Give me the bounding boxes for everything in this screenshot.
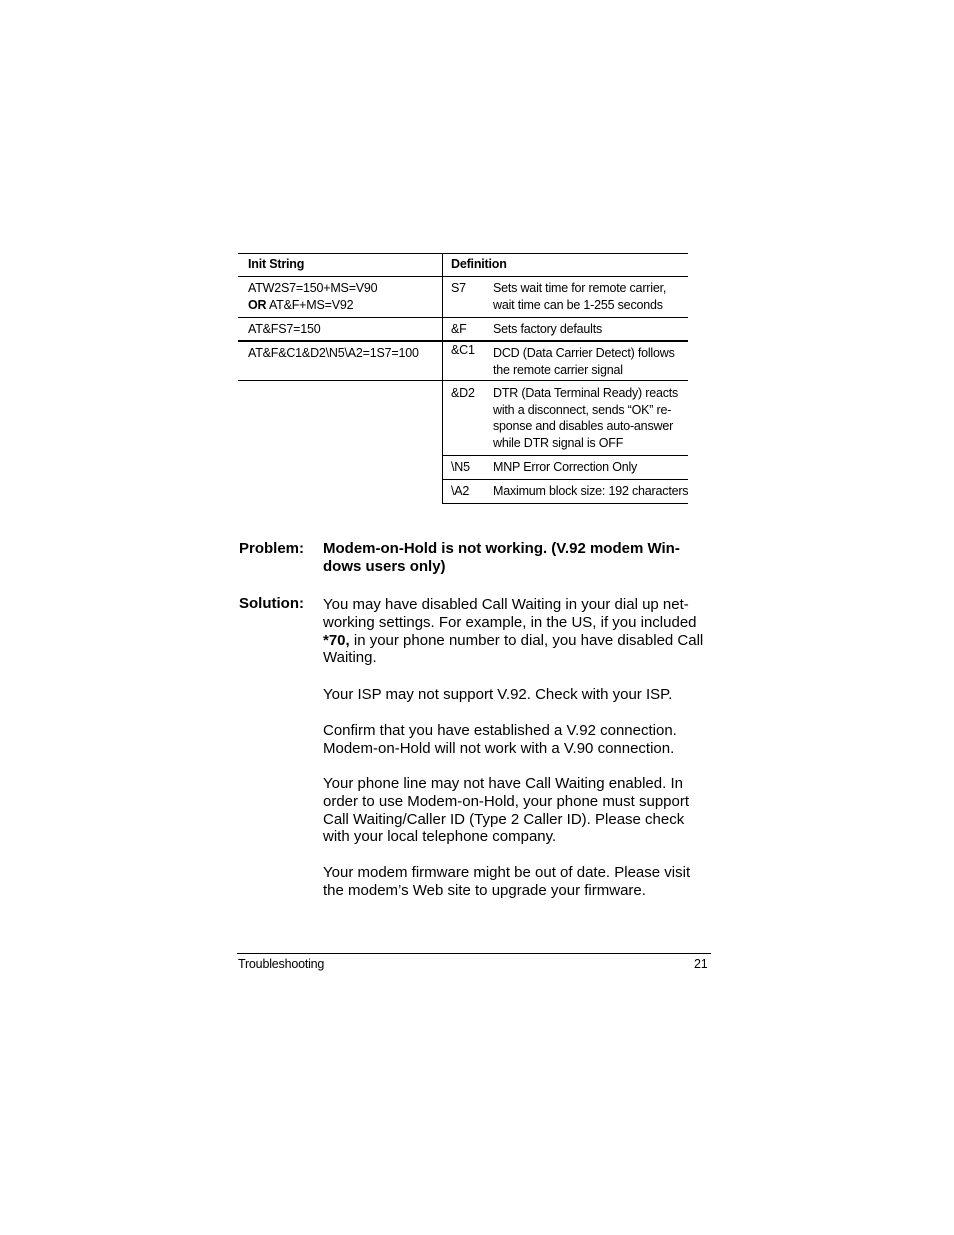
- solution-label: Solution:: [239, 595, 304, 612]
- solution-line: Your ISP may not support V.92. Check with your ISP.: [323, 686, 673, 703]
- definition-line: DCD (Data Carrier Detect) follows: [493, 346, 675, 360]
- footer-rule: [237, 953, 711, 954]
- definition-line: Sets factory defaults: [493, 322, 603, 336]
- table-row-rule: [443, 479, 688, 480]
- table-header-init-string: Init String: [248, 257, 305, 271]
- table-bottom-rule: [443, 503, 688, 504]
- page-number: 21: [694, 957, 708, 971]
- definition-line: sponse and disables auto-answer: [493, 419, 674, 434]
- init-string-cell: AT&FS7=150: [248, 322, 321, 336]
- table-top-rule: [238, 253, 688, 254]
- definition-text: [493, 321, 602, 338]
- problem-label: Problem:: [239, 540, 305, 557]
- table-row-rule: [238, 380, 688, 381]
- solution-line: working settings. For example, in the US, if you included: [323, 613, 697, 631]
- solution-line: Modem-on-Hold will not work with a V.90 connection.: [323, 739, 675, 757]
- init-string-alt: AT&F+MS=V92: [266, 297, 354, 312]
- solution-line: Call Waiting/Caller ID (Type 2 Caller ID). Please check: [323, 810, 685, 828]
- table-row-rule: [238, 317, 688, 318]
- solution-paragraph: [323, 722, 677, 758]
- definition-code: S7: [451, 281, 466, 295]
- init-string-line: ATW2S7=150+MS=V90: [248, 281, 378, 295]
- init-string-cell: AT&F&C1&D2\N5\A2=1S7=100: [248, 346, 419, 360]
- code-70: *70,: [323, 631, 350, 649]
- definition-line: while DTR signal is OFF: [493, 435, 624, 450]
- or-keyword: OR: [248, 297, 267, 312]
- solution-line-rest: in your phone number to dial, you have disabled Call: [349, 631, 704, 649]
- table-row-rule: [443, 455, 688, 456]
- solution-line: Your modem firmware might be out of date. Please visit: [323, 864, 691, 881]
- solution-line: with your local telephone company.: [323, 828, 557, 846]
- problem-line: Modem-on-Hold is not working. (V.92 modem Win-: [323, 540, 680, 557]
- init-string-line: [248, 297, 377, 314]
- solution-paragraph: [323, 686, 672, 704]
- definition-code: &F: [451, 322, 467, 336]
- definition-text: [493, 459, 637, 476]
- solution-paragraph: [323, 596, 703, 667]
- definition-line: MNP Error Correction Only: [493, 460, 638, 474]
- definition-text: [493, 345, 675, 378]
- definition-line: the remote carrier signal: [493, 362, 623, 377]
- problem-line: dows users only): [323, 557, 446, 575]
- problem-text: [323, 540, 680, 576]
- table-column-divider: [442, 253, 443, 504]
- definition-text: [493, 280, 666, 313]
- solution-paragraph: [323, 775, 689, 846]
- definition-line: with a disconnect, sends “OK” re-: [493, 402, 672, 417]
- table-header-definition: Definition: [451, 257, 507, 271]
- definition-text: [493, 483, 688, 500]
- definition-code: &D2: [451, 386, 475, 400]
- table-header-rule: [238, 276, 688, 277]
- definition-line: Sets wait time for remote carrier,: [493, 281, 667, 295]
- solution-line: [323, 632, 703, 650]
- init-string-cell: [248, 280, 377, 313]
- solution-line: You may have disabled Call Waiting in your dial up net-: [323, 596, 689, 613]
- definition-code: \N5: [451, 460, 470, 474]
- solution-line: order to use Modem-on-Hold, your phone must support: [323, 792, 690, 810]
- solution-line: Your phone line may not have Call Waiting enabled. In: [323, 775, 683, 792]
- footer-section-title: Troubleshooting: [238, 957, 325, 971]
- definition-line: wait time can be 1-255 seconds: [493, 297, 663, 312]
- definition-code: &C1: [451, 343, 475, 357]
- definition-text: [493, 385, 678, 451]
- definition-code: \A2: [451, 484, 470, 498]
- solution-line: Waiting.: [323, 649, 377, 667]
- solution-line: the modem’s Web site to upgrade your firmware.: [323, 881, 646, 899]
- definition-line: Maximum block size: 192 characters: [493, 484, 689, 498]
- solution-paragraph: [323, 864, 690, 900]
- solution-line: Confirm that you have established a V.92 connection.: [323, 722, 677, 739]
- definition-line: DTR (Data Terminal Ready) reacts: [493, 386, 679, 400]
